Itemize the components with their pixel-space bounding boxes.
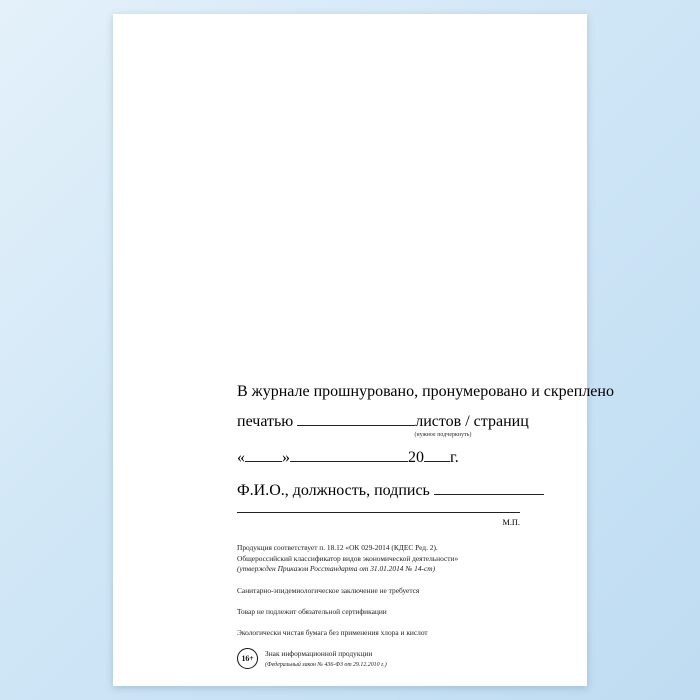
conformity-line-3: (утвержден Приказом Росстандарта от 31.01.2014 № 14-ст) [237,564,436,574]
age-rating-title: Знак информационной продукции [265,649,373,659]
signature-field[interactable] [434,494,544,495]
age-rating-law: (Федеральный закон № 436-ФЗ от 29.12.2010 г.) [265,662,387,669]
conformity-line-1: Продукция соответствует п. 18.12 «ОК 029-2014 (КДЕС Ред. 2). [237,543,438,552]
eco-statement: Экологически чистая бумага без применения хлора и кислот [237,627,428,637]
certification-statement: Товар не подлежит обязательной сертификации [237,606,387,616]
month-field[interactable] [290,461,408,462]
conformity-line-2: Общероссийский классификатор видов экономической деятельности» [237,553,459,563]
age-rating-texts [265,648,387,669]
certification-line-2 [237,413,537,438]
year-suffix: г. [450,449,459,466]
document-page [113,14,614,686]
age-rating-icon: 16+ [237,648,258,669]
signature-rule[interactable] [237,512,520,513]
signature-line [237,482,537,513]
signature-label: Ф.И.О., должность, подпись [237,482,430,499]
age-rating-row [237,648,537,669]
year-field[interactable] [424,461,450,462]
sheets-count-field[interactable] [297,425,415,426]
date-line [237,449,537,467]
sanitary-statement: Санитарно-эпидемиологическое заключение не требуется [237,586,420,596]
certification-line-1: В журнале прошнуровано, пронумеровано и скреплено [237,383,614,400]
quote-close: » [282,449,290,466]
quote-open: « [237,449,245,466]
year-prefix: 20 [408,449,424,466]
underline-hint: (нужное подчеркнуть) [414,432,472,438]
conformity-paragraph [237,543,537,575]
certification-block [237,383,614,527]
footer-block [237,543,537,670]
pechatyu-label: печатью [237,413,294,430]
stamp-mark: М.П. [502,518,520,527]
sheets-pages-label: листов / страниц [415,413,529,430]
day-field[interactable] [245,461,282,462]
